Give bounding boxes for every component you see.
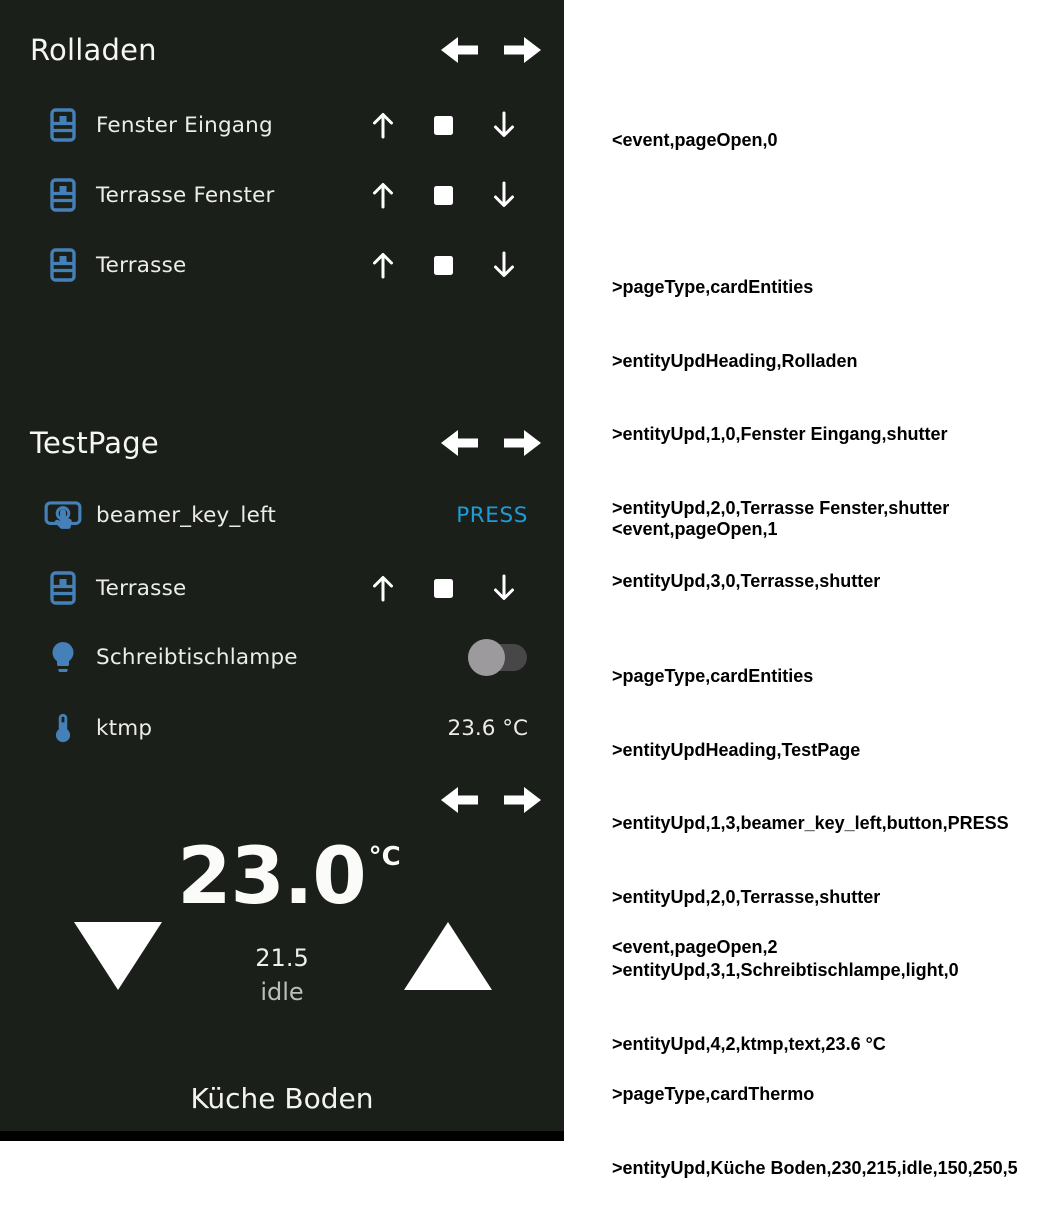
light-toggle[interactable]: [471, 644, 527, 671]
next-page-button[interactable]: [503, 783, 543, 817]
shutter-up-button[interactable]: [368, 109, 398, 141]
next-page-button[interactable]: [503, 426, 543, 460]
entity-label: Fenster Eingang: [96, 112, 273, 138]
arrow-left-icon: [439, 33, 479, 67]
protocol-line: >pageType,cardThermo: [612, 1084, 815, 1104]
arrow-down-icon: [489, 109, 519, 141]
entity-row-terrasse-2: [0, 553, 564, 623]
lightbulb-icon: [44, 639, 82, 675]
arrow-right-icon: [503, 426, 543, 460]
shutter-up-button[interactable]: [368, 179, 398, 211]
current-temperature-value: 23.0: [177, 832, 366, 922]
shutter-stop-button[interactable]: [434, 579, 453, 598]
prev-page-button[interactable]: [439, 783, 479, 817]
arrow-down-icon: [489, 572, 519, 604]
shutter-down-button[interactable]: [489, 109, 519, 141]
hvac-state: idle: [260, 978, 304, 1006]
card-rolladen-header: [0, 22, 564, 78]
entity-row-terrasse-fenster: [0, 160, 564, 230]
protocol-line: >pageType,cardEntities: [612, 666, 814, 686]
entity-label: Terrasse Fenster: [96, 182, 275, 208]
shutter-up-button[interactable]: [368, 572, 398, 604]
shutter-up-button[interactable]: [368, 249, 398, 281]
arrow-down-icon: [489, 249, 519, 281]
shutter-stop-button[interactable]: [434, 116, 453, 135]
thermometer-icon: [44, 711, 82, 745]
current-temperature: [0, 832, 564, 922]
stop-icon: [434, 256, 453, 275]
entity-row-fenster-eingang: [0, 90, 564, 160]
prev-page-button[interactable]: [439, 33, 479, 67]
protocol-line: <event,pageOpen,0: [612, 130, 778, 150]
protocol-line: >entityUpdHeading,TestPage: [612, 739, 861, 760]
entity-value: 23.6 °C: [447, 715, 528, 741]
shutter-down-button[interactable]: [489, 572, 519, 604]
display-bottom-edge: [0, 1131, 564, 1141]
protocol-line: >entityUpd,1,3,beamer_key_left,button,PRESS: [612, 813, 1009, 833]
thermo-title: Küche Boden: [190, 1082, 374, 1115]
arrow-left-icon: [439, 783, 479, 817]
shutter-down-button[interactable]: [489, 249, 519, 281]
arrow-right-icon: [503, 33, 543, 67]
toggle-knob: [468, 639, 505, 676]
shutter-stop-button[interactable]: [434, 186, 453, 205]
window-shutter-icon: [44, 247, 82, 283]
prev-page-button[interactable]: [439, 426, 479, 460]
protocol-line: >entityUpd,1,0,Fenster Eingang,shutter: [612, 424, 948, 444]
card-thermo-header: [0, 772, 564, 828]
press-button[interactable]: PRESS: [456, 502, 528, 528]
arrow-left-icon: [439, 426, 479, 460]
page-nav: [439, 33, 543, 67]
arrow-up-icon: [368, 179, 398, 211]
page-nav: [439, 783, 543, 817]
page-nav: [439, 426, 543, 460]
window-shutter-icon: [44, 570, 82, 606]
arrow-up-icon: [368, 572, 398, 604]
temperature-unit: °C: [368, 842, 401, 872]
entity-label: Schreibtischlampe: [96, 644, 298, 670]
arrow-up-icon: [368, 109, 398, 141]
protocol-line: >entityUpd,3,1,Schreibtischlampe,light,0: [612, 960, 959, 980]
entity-label: Terrasse: [96, 575, 187, 601]
shutter-controls: [368, 249, 519, 281]
protocol-line: [612, 591, 1044, 616]
protocol-line: [612, 202, 1044, 227]
window-shutter-icon: [44, 177, 82, 213]
page-title-testpage: TestPage: [30, 426, 159, 460]
protocol-line: >pageType,cardEntities: [612, 277, 814, 297]
entity-label: ktmp: [96, 715, 153, 741]
entity-row-beamer-key-left: [0, 480, 564, 550]
protocol-block-page2: [612, 886, 1044, 1229]
entity-row-terrasse: [0, 230, 564, 300]
protocol-line: <event,pageOpen,1: [612, 519, 778, 539]
next-page-button[interactable]: [503, 33, 543, 67]
entity-label: beamer_key_left: [96, 502, 277, 528]
protocol-line: [612, 1009, 1044, 1034]
entity-row-schreibtischlampe: [0, 622, 564, 692]
stop-icon: [434, 186, 453, 205]
stop-icon: [434, 579, 453, 598]
entity-row-ktmp: [0, 693, 564, 763]
card-testpage-header: [0, 415, 564, 471]
gesture-tap-button-icon: [44, 496, 82, 534]
window-shutter-icon: [44, 107, 82, 143]
arrow-down-icon: [489, 179, 519, 211]
protocol-line: >entityUpd,4,2,ktmp,text,23.6 °C: [612, 1033, 886, 1054]
page-title-rolladen: Rolladen: [30, 33, 157, 67]
shutter-down-button[interactable]: [489, 179, 519, 211]
protocol-line: >entityUpd,2,0,Terrasse,shutter: [612, 886, 881, 907]
protocol-line: >entityUpd,Küche Boden,230,215,idle,150,250,5: [612, 1157, 1018, 1178]
protocol-line: <event,pageOpen,2: [612, 937, 778, 957]
protocol-line: >entityUpd,2,0,Terrasse Fenster,shutter: [612, 497, 950, 518]
entity-label: Terrasse: [96, 252, 187, 278]
arrow-right-icon: [503, 783, 543, 817]
shutter-stop-button[interactable]: [434, 256, 453, 275]
shutter-controls: [368, 109, 519, 141]
setpoint-value: 21.5: [255, 944, 309, 972]
shutter-controls: [368, 179, 519, 211]
shutter-controls: [368, 572, 519, 604]
stop-icon: [434, 116, 453, 135]
protocol-line: >entityUpdHeading,Rolladen: [612, 350, 858, 371]
protocol-line: >entityUpd,3,0,Terrasse,shutter: [612, 571, 881, 591]
arrow-up-icon: [368, 249, 398, 281]
